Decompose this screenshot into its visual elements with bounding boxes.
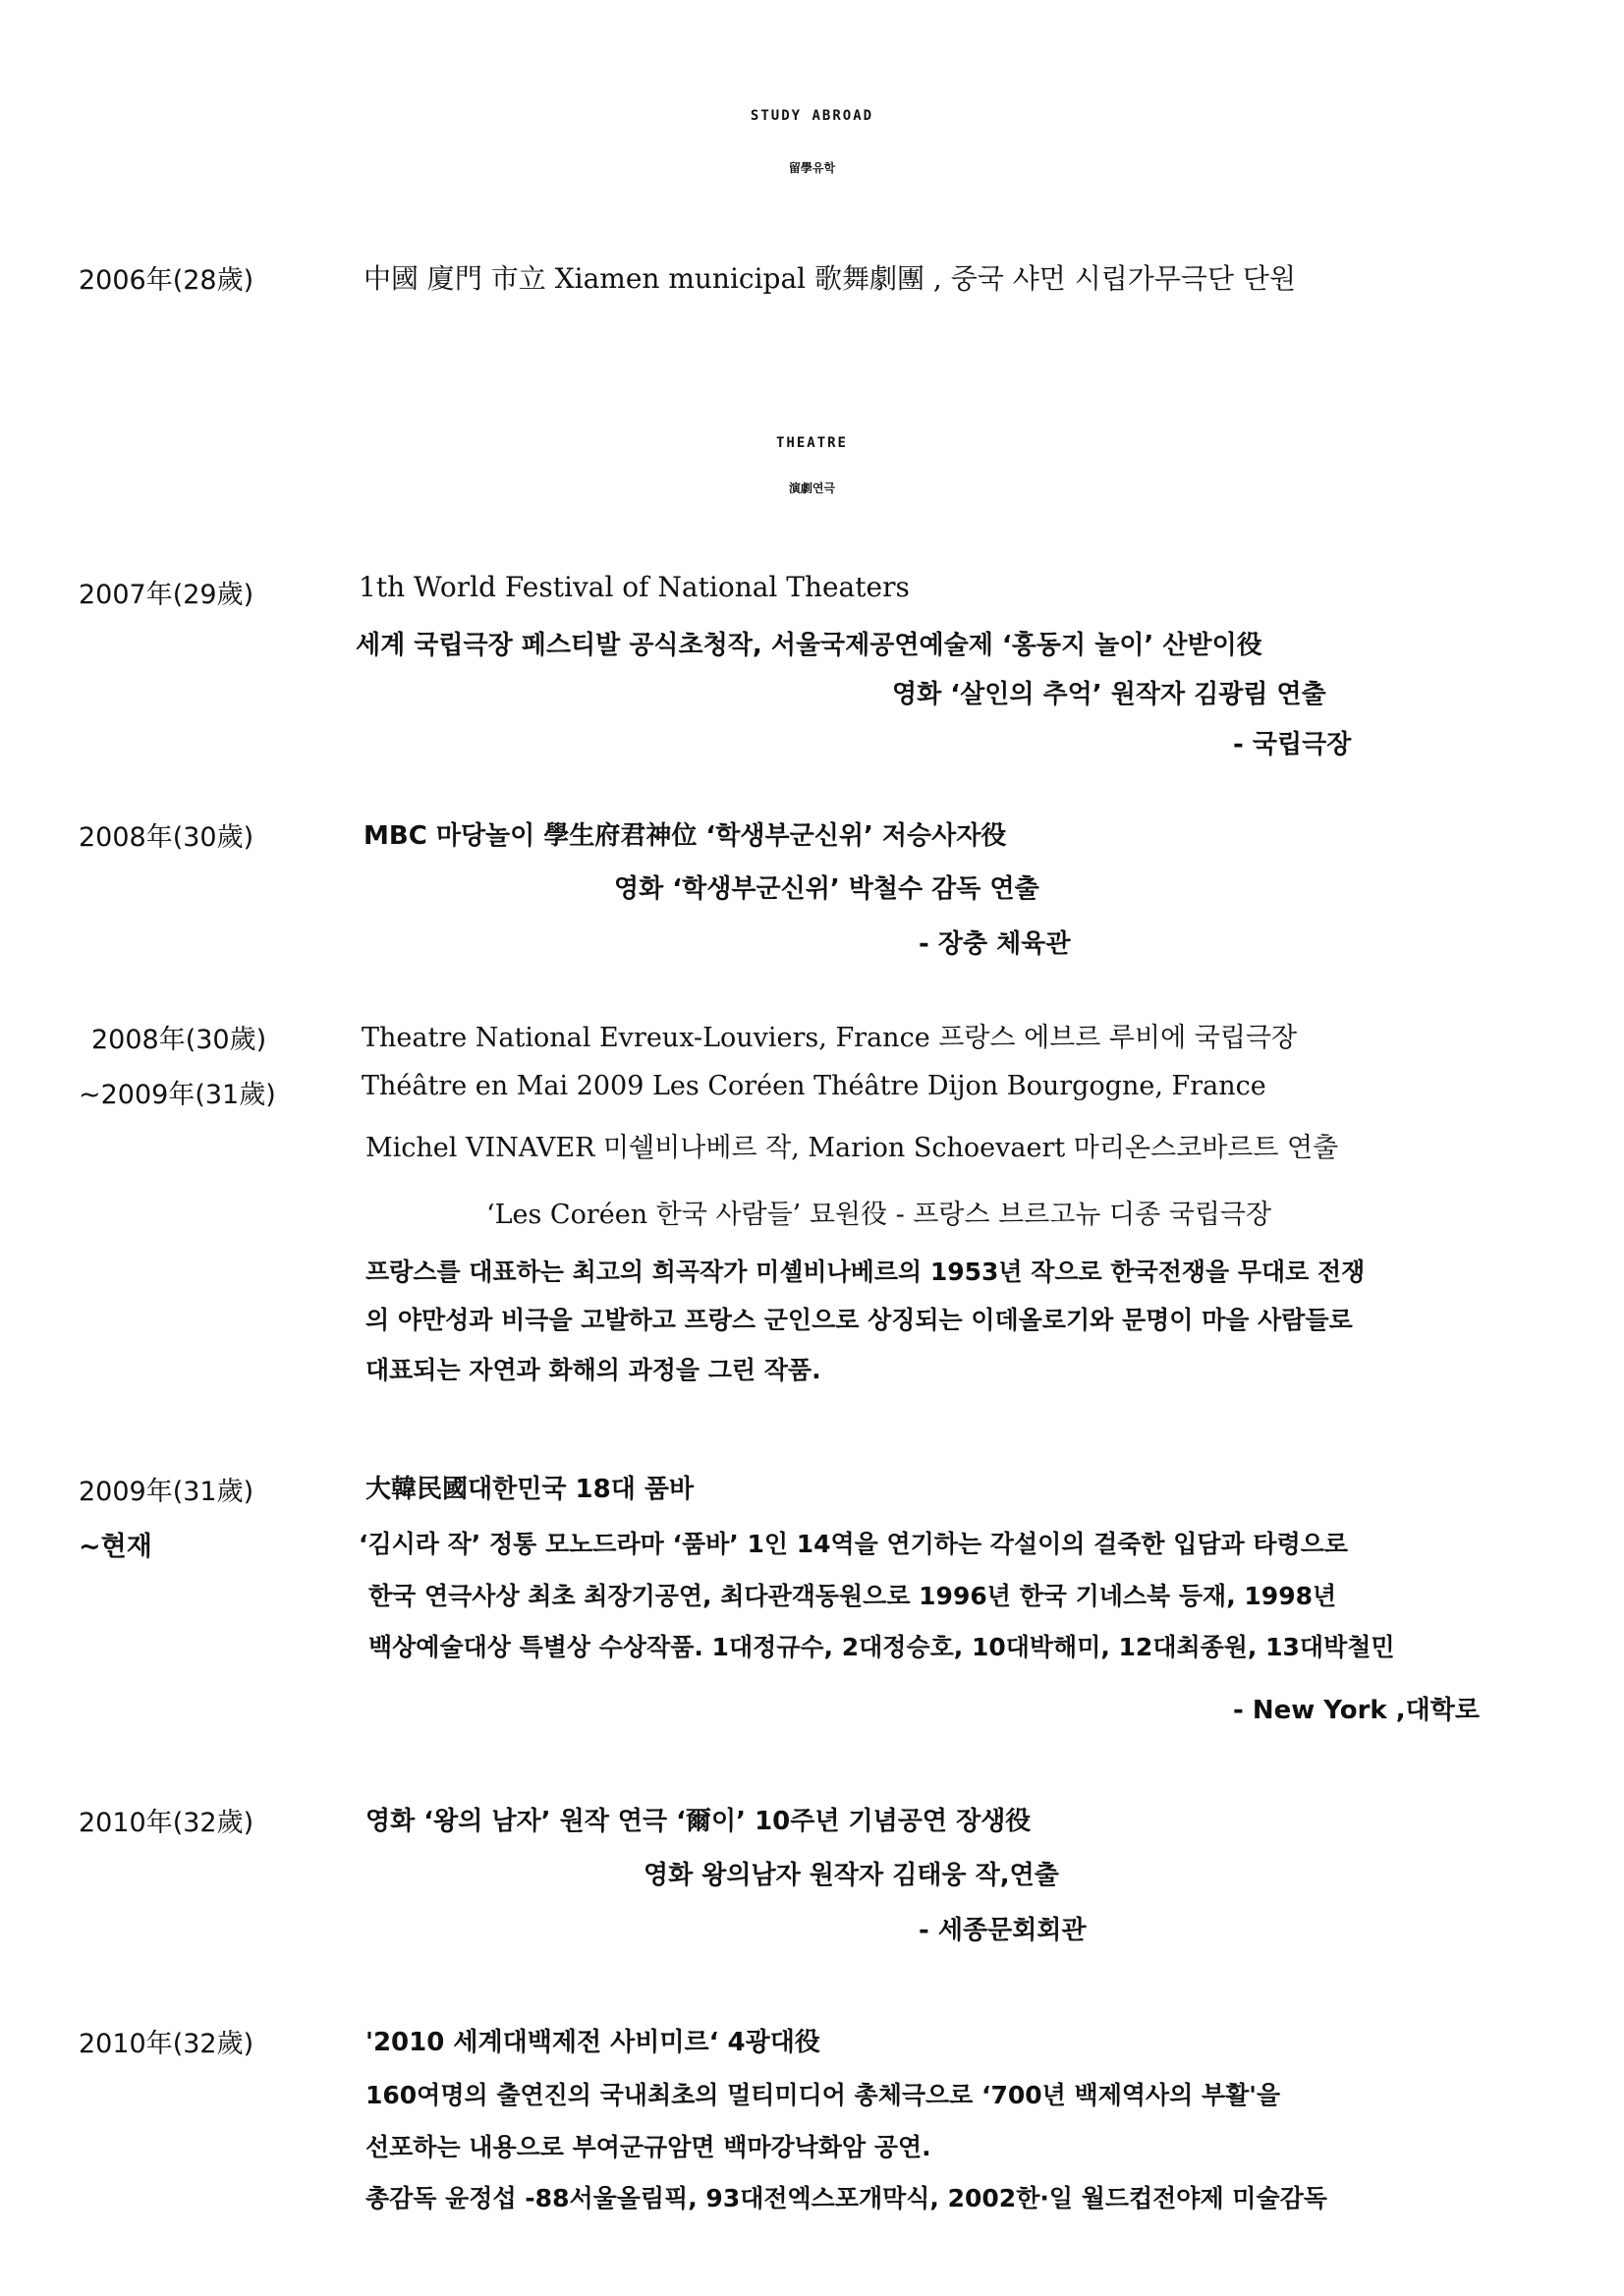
entry-date: 2010年(32歲) — [79, 2029, 254, 2059]
entry-date-end: ~현재 — [79, 1532, 152, 1562]
entry-line: Théâtre en Mai 2009 Les Coréen Théâtre Dijon Bourgogne, France — [362, 1071, 1266, 1101]
entry-line: 세계 국립극장 페스티발 공식초청작, 서울국제공연예술제 ‘홍동지 놀이’ 산받이役 — [356, 631, 1262, 660]
entry-date: 2008年(30歲) — [91, 1025, 267, 1055]
entry-date: 2010年(32歲) — [79, 1808, 254, 1838]
theatre-subheading: 演劇연극 — [788, 481, 836, 495]
entry-line: Theatre National Evreux-Louviers, France 프랑스 에브르 루비에 국립극장 — [362, 1023, 1298, 1053]
entry-line: 선포하는 내용으로 부여군규암면 백마강낙화암 공연. — [365, 2133, 931, 2161]
entry-line: - 세종문회회관 — [919, 1916, 1087, 1945]
entry-line: 총감독 윤정섭 -88서울올림픽, 93대전엑스포개막식, 2002한·일 월드컵전야제 미술감독 — [365, 2184, 1327, 2212]
entry-line: 大韓民國대한민국 18대 품바 — [365, 1475, 695, 1504]
entry-line: 프랑스를 대표하는 최고의 희곡작가 미셸비나베르의 1953년 작으로 한국전쟁을 무대로 전쟁 — [365, 1258, 1366, 1286]
study-abroad-subheading: 留學유학 — [788, 161, 836, 175]
entry-date: 2009年(31歲) — [79, 1477, 254, 1507]
entry-line: - New York ,대학로 — [1233, 1696, 1481, 1725]
entry-line: 대표되는 자연과 화해의 과정을 그린 작품. — [365, 1356, 821, 1384]
entry-line: 中國 廈門 市立 Xiamen municipal 歌舞劇團 , 중국 샤먼 시립가무극단 단원 — [364, 262, 1297, 295]
entry-line: - 장충 체육관 — [919, 929, 1071, 959]
entry-line: '2010 세계대백제전 사비미르‘ 4광대役 — [365, 2028, 820, 2057]
entry-line: 의 야만성과 비극을 고발하고 프랑스 군인으로 상징되는 이데올로기와 문명이 마을 사람들로 — [365, 1306, 1353, 1334]
entry-line: 영화 ‘왕의 남자’ 원작 연극 ‘爾이’ 10주년 기념공연 장생役 — [365, 1807, 1032, 1836]
entry-line: 백상예술대상 특별상 수상작품. 1대정규수, 2대정승호, 10대박해미, 12대최종원, 13대박철민 — [368, 1633, 1395, 1661]
entry-line: 영화 ‘학생부군신위’ 박철수 감독 연출 — [614, 874, 1039, 904]
entry-line: - 국립극장 — [1233, 730, 1352, 759]
entry-line: 영화 ‘살인의 추억’ 원작자 김광림 연출 — [892, 680, 1326, 709]
theatre-heading: THEATRE — [775, 435, 848, 451]
entry-line: 한국 연극사상 최초 최장기공연, 최다관객동원으로 1996년 한국 기네스북 등재, 1998년 — [368, 1582, 1337, 1610]
entry-line: Michel VINAVER 미쉘비나베르 작, Marion Schoevaert 마리온스코바르트 연출 — [365, 1133, 1339, 1163]
study-abroad-heading: STUDY ABROAD — [750, 108, 874, 124]
entry-line: MBC 마당놀이 學生府君神位 ‘학생부군신위’ 저승사자役 — [364, 821, 1007, 851]
entry-date: 2006年(28歲) — [79, 265, 254, 296]
entry-line: 영화 왕의남자 원작자 김태웅 작,연출 — [644, 1861, 1059, 1890]
entry-line: ‘Les Coréen 한국 사람들’ 묘원役 - 프랑스 브르고뉴 디종 국립극장 — [486, 1200, 1272, 1230]
entry-date: 2008年(30歲) — [79, 822, 254, 853]
entry-line: ‘김시라 작’ 정통 모노드라마 ‘품바’ 1인 14역을 연기하는 각설이의 걸죽한 입담과 타령으로 — [359, 1530, 1349, 1558]
entry-date-end: ~2009年(31歲) — [79, 1080, 276, 1110]
entry-line: 1th World Festival of National Theaters — [359, 571, 910, 603]
entry-line: 160여명의 출연진의 국내최초의 멀티미디어 총체극으로 ‘700년 백제역사의 부활'을 — [365, 2081, 1281, 2109]
entry-date: 2007年(29歲) — [79, 580, 254, 610]
